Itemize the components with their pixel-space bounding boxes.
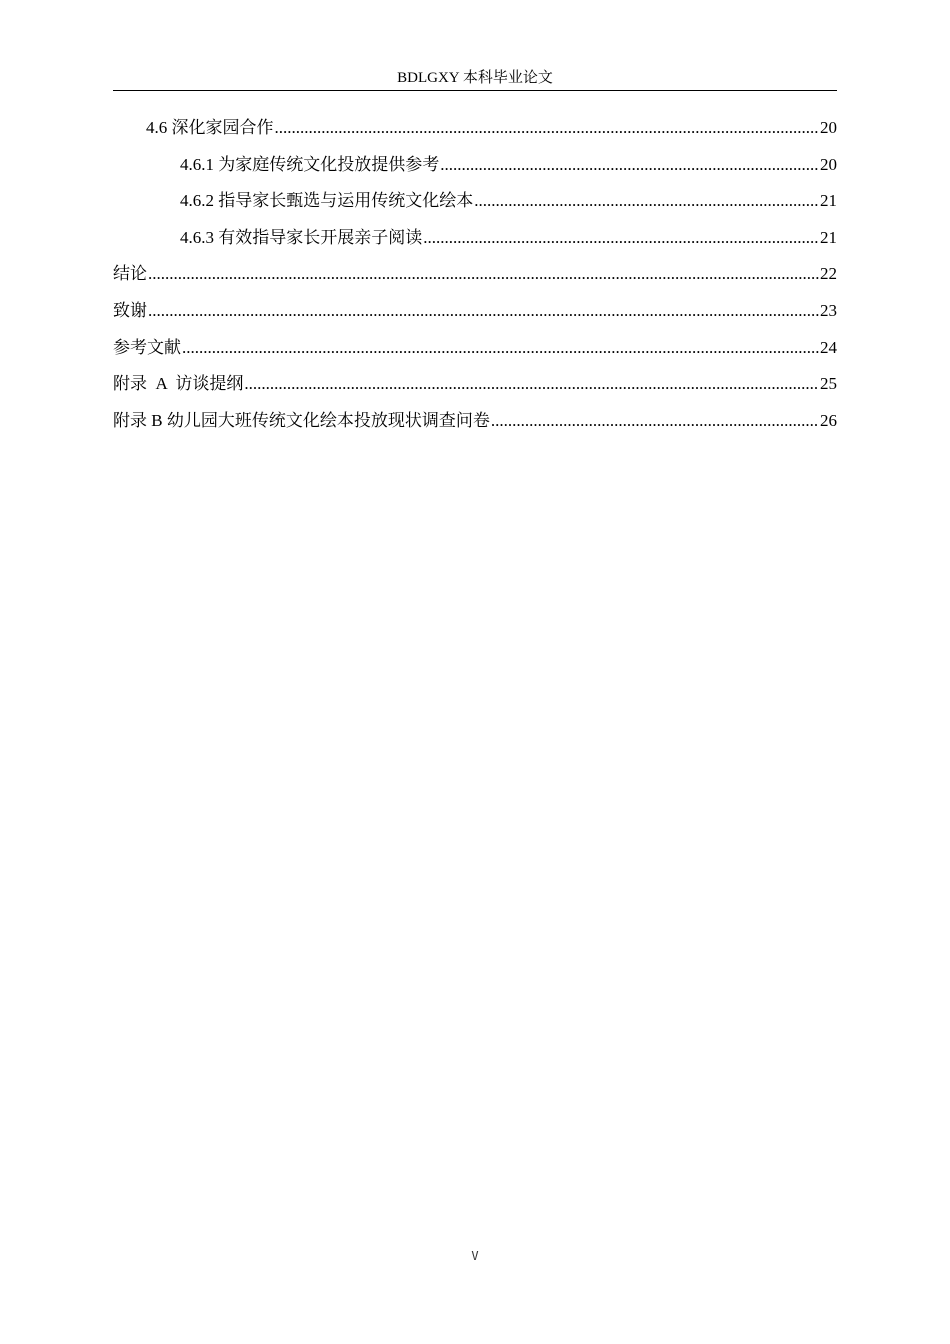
toc-entry-page: 26 — [820, 410, 837, 430]
toc-entry-4-6-2[interactable] — [113, 183, 837, 220]
toc-entry-page: 20 — [820, 154, 837, 174]
toc-dot-leader — [182, 330, 819, 367]
toc-entry-page: 24 — [820, 337, 837, 357]
toc-dot-leader — [474, 183, 819, 220]
toc-dot-leader — [148, 293, 819, 330]
toc-entry-appendix-a[interactable] — [113, 366, 837, 403]
toc-entry-4-6-3[interactable] — [113, 220, 837, 257]
toc-dot-leader — [440, 147, 819, 184]
toc-entry-label: 附录 B 幼儿园大班传统文化绘本投放现状调查问卷 — [113, 410, 490, 430]
toc-entry-page: 21 — [820, 191, 837, 211]
toc-entry-label: 结论 — [113, 264, 147, 284]
toc-dot-leader — [491, 403, 819, 440]
page-number: V — [471, 1249, 479, 1263]
toc-entry-label: 4.6.2 指导家长甄选与运用传统文化绘本 — [180, 191, 474, 211]
toc-entry-label: 4.6.1 为家庭传统文化投放提供参考 — [180, 154, 440, 174]
running-header: BDLGXY 本科毕业论文 — [397, 70, 553, 86]
toc-entry-label: 4.6.3 有效指导家长开展亲子阅读 — [180, 227, 423, 247]
toc-entry-conclusion[interactable] — [113, 256, 837, 293]
toc-entry-label: 参考文献 — [113, 337, 181, 357]
toc-entry-appendix-b[interactable] — [113, 403, 837, 440]
header-rule — [113, 90, 837, 91]
toc-entry-label: 4.6 深化家园合作 — [146, 118, 274, 137]
toc-entry-page: 23 — [820, 300, 837, 320]
toc-entry-page: 20 — [820, 118, 837, 137]
toc-entry-page: 22 — [820, 264, 837, 284]
toc-entry-references[interactable] — [113, 330, 837, 367]
toc-entry-label: 致谢 — [113, 300, 147, 320]
toc-entry-acknowledgements[interactable] — [113, 293, 837, 330]
toc-entry-label: 附录 A 访谈提纲 — [113, 374, 244, 394]
toc-dot-leader — [423, 220, 819, 257]
toc-entry-page: 21 — [820, 227, 837, 247]
toc-dot-leader — [275, 110, 820, 147]
toc-entry-4-6[interactable] — [113, 110, 837, 147]
toc-entry-page: 25 — [820, 374, 837, 394]
toc-dot-leader — [148, 256, 819, 293]
toc-dot-leader — [244, 366, 819, 403]
table-of-contents — [113, 110, 837, 439]
toc-entry-4-6-1[interactable] — [113, 147, 837, 184]
